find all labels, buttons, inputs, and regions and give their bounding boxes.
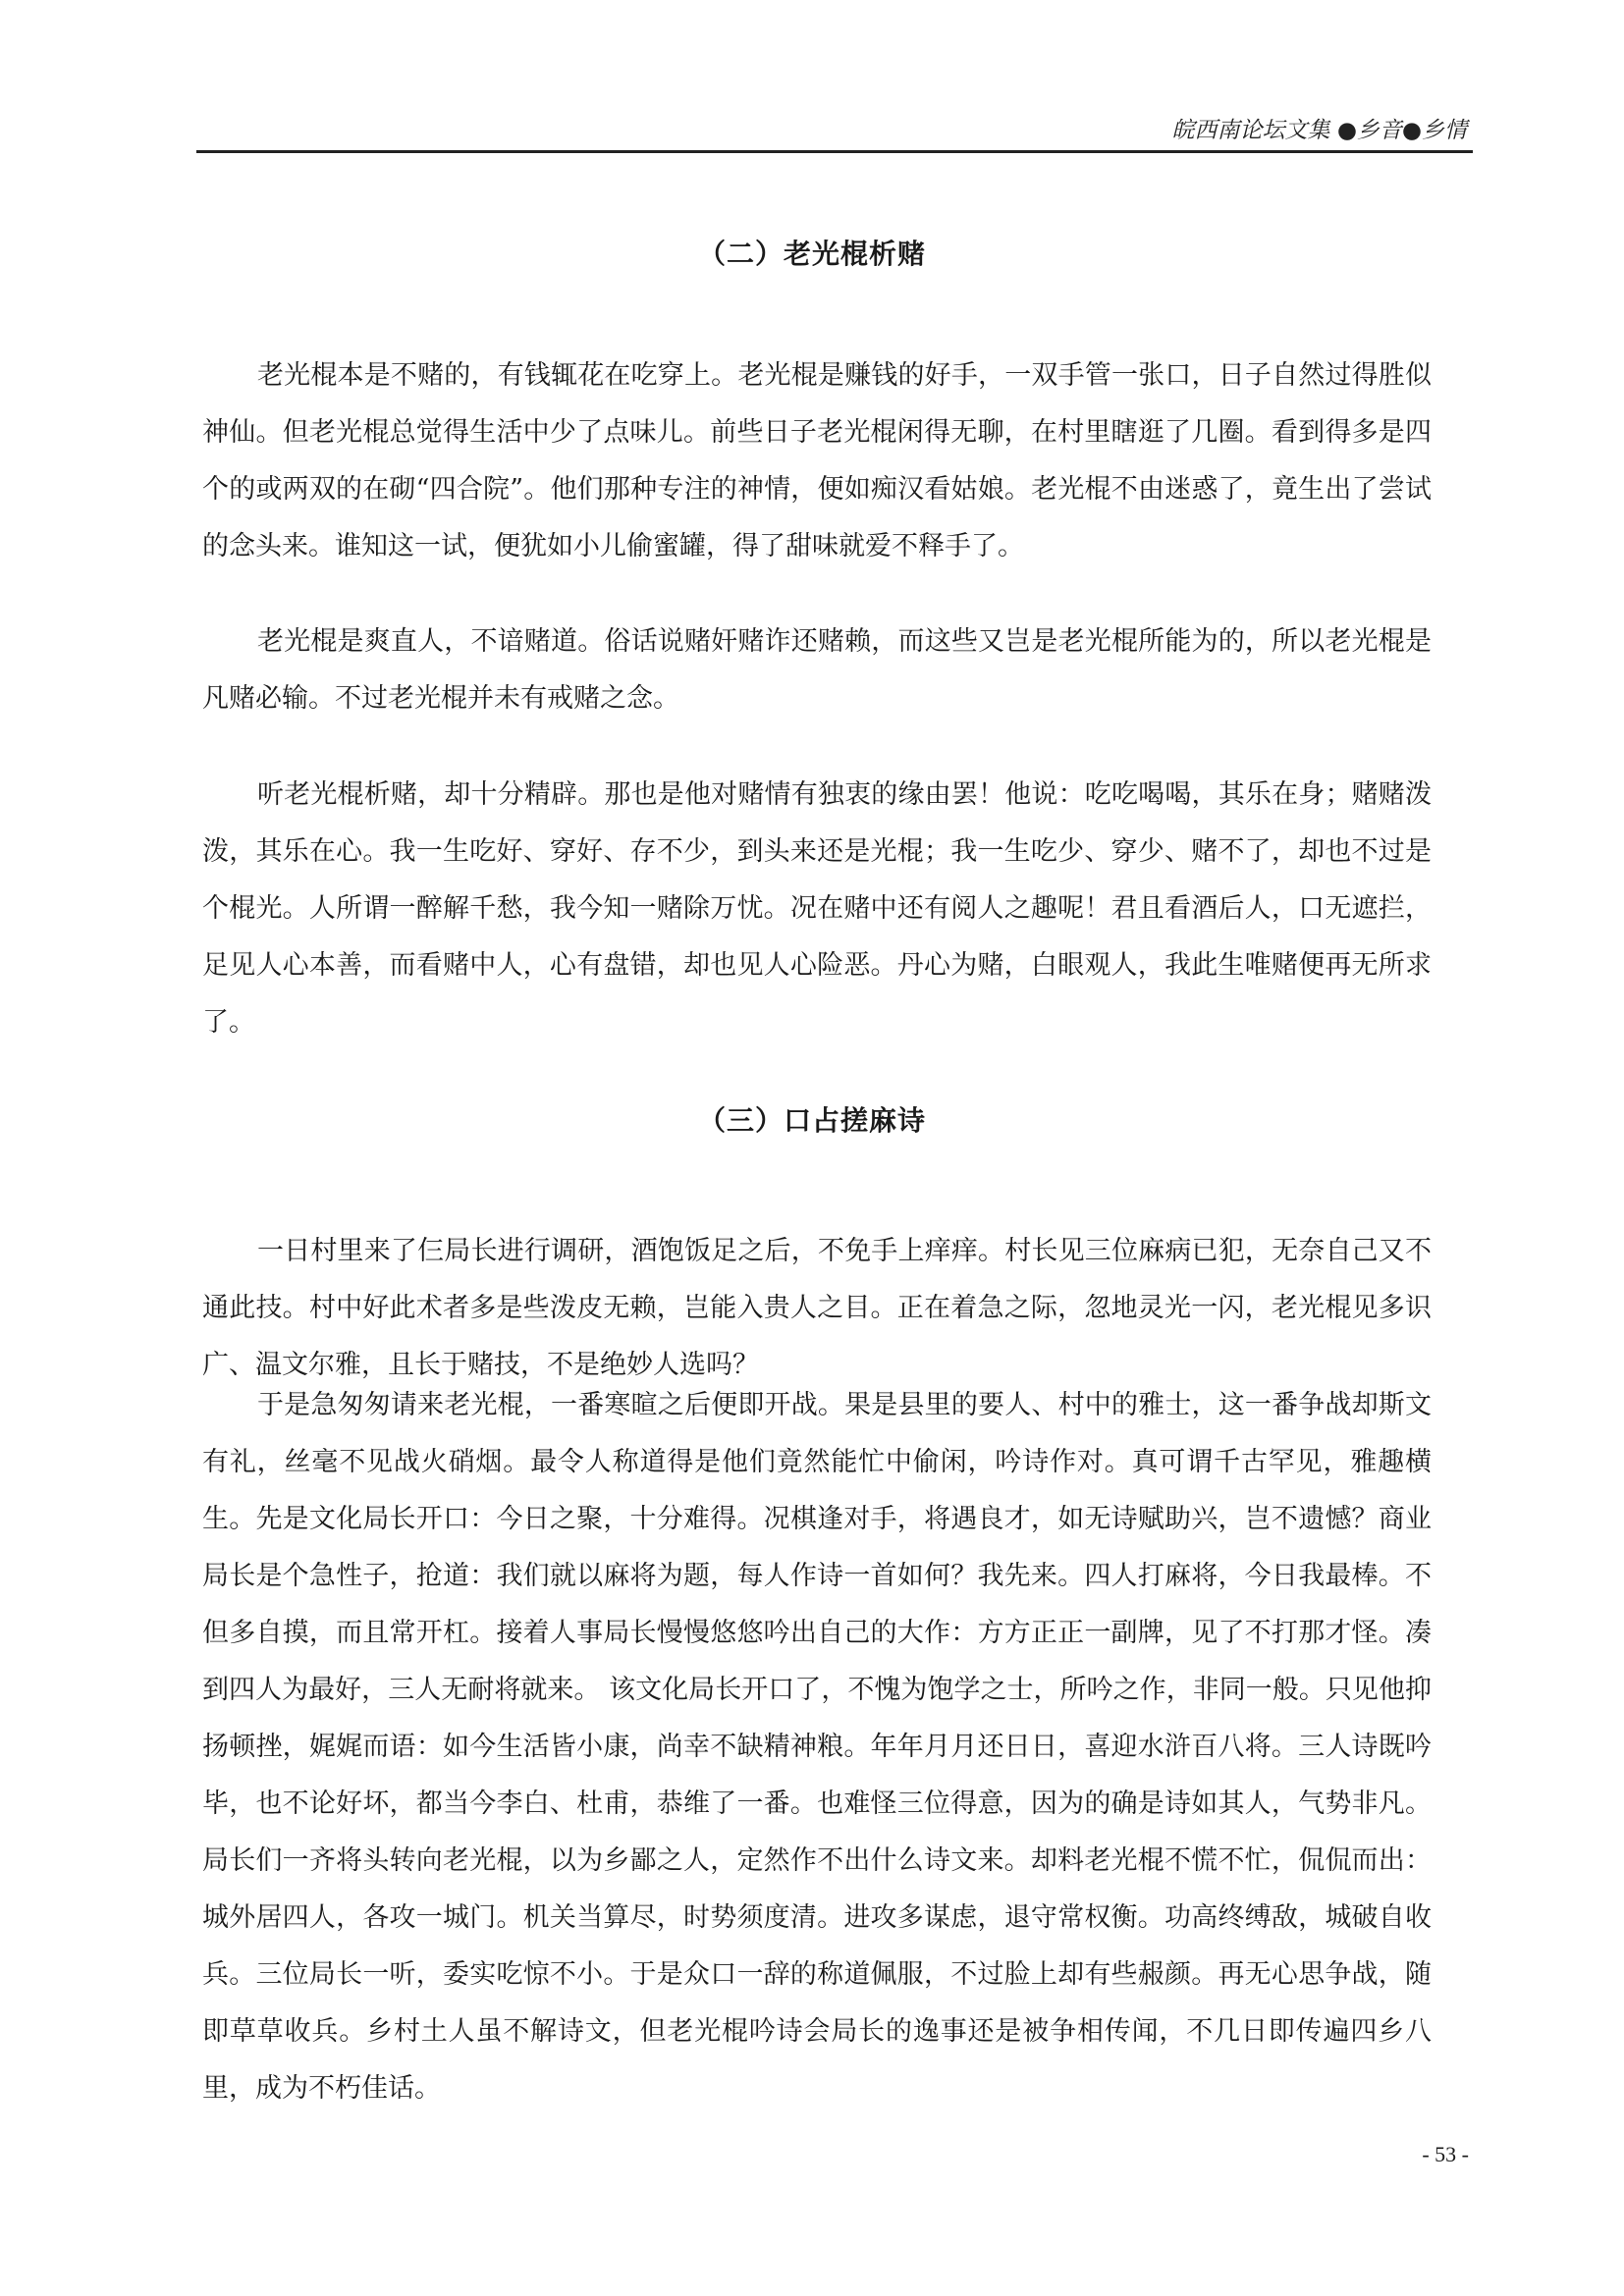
- section-title-3: （三）口占搓麻诗: [697, 1104, 926, 1137]
- paragraph: 一日村里来了仨局长进行调研，酒饱饭足之后，不免手上痒痒。村长见三位麻病已犯，无奈自己又不通此技。村中好此术者多是些泼皮无赖，岂能入贵人之目。正在着急之际，忽地灵光一闪，老光棍见多识广、温文尔雅，且长于赌技，不是绝妙人选吗？: [202, 1236, 1432, 1380]
- paragraph: 于是急匆匆请来老光棍，一番寒暄之后便即开战。果是县里的要人、村中的雅士，这一番争战却斯文有礼，丝毫不见战火硝烟。最令人称道得是他们竟然能忙中偷闲，吟诗作对。真可谓千古罕见，雅趣横生。先是文化局长开口：今日之聚，十分难得。况棋逢对手，将遇良才，如无诗赋助兴，岂不遗憾？商业局长是个急性子，抢道：我们就以麻将为题，每人作诗一首如何？我先来。四人打麻将，今日我最棒。不但多自摸，而且常开杠。接着人事局长慢慢悠悠吟出自己的大作：方方正正一副牌，见了不打那才怪。凑到四人为最好，三人无耐将就来。 该文化局长开口了，不愧为饱学之士，所吟之作，非同一般。只见他抑扬顿挫，娓娓而语：如今生活皆小康，尚幸不缺精神粮。年年月月还日日，喜迎水浒百八将。三人诗既吟毕，也不论好坏，都当今李白、杜甫，恭维了一番。也难怪三位得意，因为的确是诗如其人，气势非凡。局长们一齐将头转向老光棍，以为乡鄙之人，定然作不出什么诗文来。却料老光棍不慌不忙，侃侃而出：城外居四人，各攻一城门。机关当算尽，时势须度清。进攻多谋虑，退守常权衡。功高终缚敌，城破自收兵。三位局长一听，委实吃惊不小。于是众口一辞的称道佩服，不过脸上却有些赧颜。再无心思争战，随即草草收兵。乡村土人虽不解诗文，但老光棍吟诗会局长的逸事还是被争相传闻，不几日即传遍四乡八里，成为不朽佳话。: [202, 1390, 1432, 2104]
- running-header: [196, 110, 1473, 153]
- paragraph: 老光棍是爽直人，不谙赌道。俗话说赌奸赌诈还赌赖，而这些又岂是老光棍所能为的，所以老光棍是凡赌必输。不过老光棍并未有戒赌之念。: [202, 626, 1432, 714]
- paragraph: 老光棍本是不赌的，有钱辄花在吃穿上。老光棍是赚钱的好手，一双手管一张口，日子自然过得胜似神仙。但老光棍总觉得生活中少了点味儿。前些日子老光棍闲得无聊，在村里瞎逛了几圈。看到得多是四个的或两双的在砌“四合院”。他们那种专注的神情，便如痴汉看姑娘。老光棍不由迷惑了，竟生出了尝试的念头来。谁知这一试，便犹如小儿偷蜜罐，得了甜味就爱不释手了。: [202, 360, 1432, 561]
- section-title-2: （二）老光棍析赌: [697, 238, 926, 270]
- paragraph: 听老光棍析赌，却十分精辟。那也是他对赌情有独衷的缘由罢！他说：吃吃喝喝，其乐在身；赌赌泼泼，其乐在心。我一生吃好、穿好、存不少，到头来还是光棍；我一生吃少、穿少、赌不了，却也不过是个棍光。人所谓一醉解千愁，我今知一赌除万忧。况在赌中还有阅人之趣呢！君且看酒后人，口无遮拦，足见人心本善，而看赌中人，心有盘错，却也见人心险恶。丹心为赌，白眼观人，我此生唯赌便再无所求了。: [202, 779, 1432, 1038]
- page-number: - 53 -: [1422, 2142, 1469, 2166]
- header-title: 皖西南论坛文集 ●乡音●乡情: [1171, 118, 1467, 143]
